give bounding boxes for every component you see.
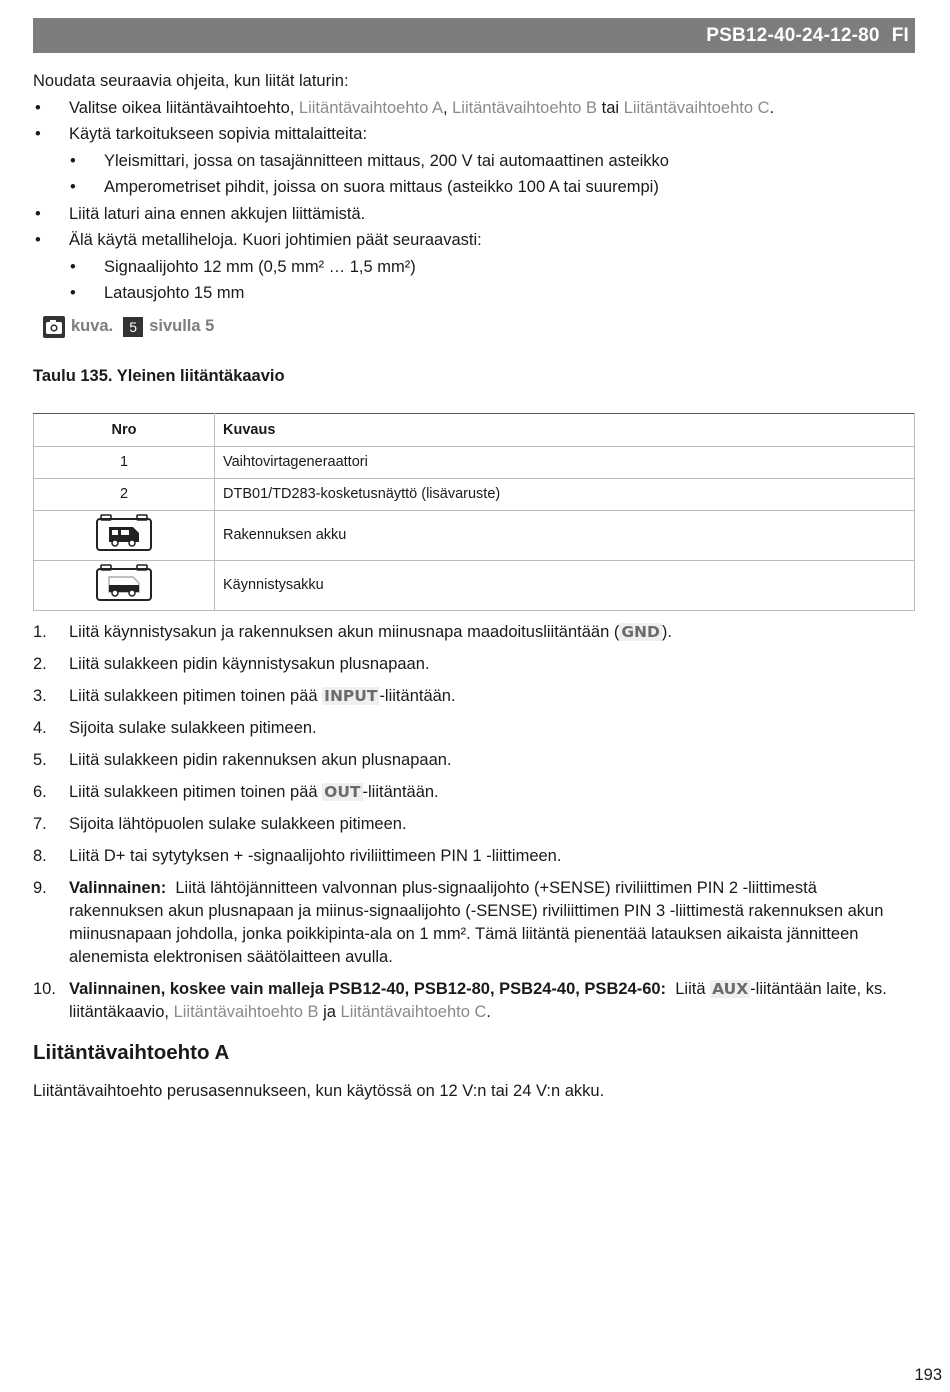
header-language: FI <box>891 24 909 46</box>
camera-icon <box>43 316 65 338</box>
figure-page: sivulla 5 <box>149 317 215 335</box>
intro-text: Noudata seuraavia ohjeita, kun liität laturin: <box>33 72 349 90</box>
bullet-connection-option: • Valitse oikea liitäntävaihtoehto, Liitäntävaihtoehto A, Liitäntävaihtoehto B tai Liitäntävaihtoehto C. <box>35 98 775 117</box>
table-row: Käynnistysakku <box>34 560 915 610</box>
list-item: 8. Liitä D+ tai sytytyksen + -signaalijohto riviliittimeen PIN 1 -liittimeen. <box>33 846 562 865</box>
list-item: 5. Liitä sulakkeen pidin rakennuksen akun plusnapaan. <box>33 750 452 769</box>
bullet-no-ferrules: • Älä käytä metalliheloja. Kuori johtimien päät seuraavasti: <box>35 231 482 249</box>
table-caption: Taulu 135. Yleinen liitäntäkaavio <box>33 366 285 385</box>
bullet-charge-wire: • Latausjohto 15 mm <box>70 284 245 302</box>
header-model: PSB12-40-24-12-80 <box>706 24 880 46</box>
list-item: 1. Liitä käynnistysakun ja rakennuksen akun miinusnapa maadoitusliitäntään ( GND ). <box>33 622 672 641</box>
header-nro: Nro <box>34 413 215 446</box>
figure-number: 5 <box>123 317 143 337</box>
bullet-measuring-devices: • Käytä tarkoitukseen sopivia mittalaitteita: <box>35 125 368 143</box>
bullet-multimeter: • Yleismittari, jossa on tasajännitteen mittaus, 200 V tai automaattinen asteikko <box>70 151 669 170</box>
house-battery-icon <box>95 514 153 552</box>
link-option-b-2[interactable]: Liitäntävaihtoehto B <box>173 1002 319 1021</box>
table-row: 1 Vaihtovirtageneraattori <box>34 446 915 478</box>
list-item: 3. Liitä sulakkeen pitimen toinen pää INPUT -liitäntään. <box>33 686 456 705</box>
section-text: Liitäntävaihtoehto perusasennukseen, kun käytössä on 12 V:n tai 24 V:n akku. <box>33 1081 605 1100</box>
list-item: 7. Sijoita lähtöpuolen sulake sulakkeen pitimeen. <box>33 814 407 833</box>
figure-reference[interactable] <box>43 313 915 341</box>
link-option-b[interactable]: Liitäntävaihtoehto B <box>452 98 598 117</box>
list-item: 6. Liitä sulakkeen pitimen toinen pää OUT -liitäntään. <box>33 782 439 801</box>
steps-list <box>33 621 915 1024</box>
page-number: 193 <box>914 1366 942 1384</box>
link-option-a[interactable]: Liitäntävaihtoehto A <box>298 98 443 117</box>
input-terminal: INPUT <box>324 686 378 705</box>
link-option-c-2[interactable]: Liitäntävaihtoehto C <box>340 1002 487 1021</box>
bullet-clamp-meter: • Amperometriset pihdit, joissa on suora mittaus (asteikko 100 A tai suurempi) <box>70 178 659 196</box>
starter-battery-icon <box>95 564 153 602</box>
gnd-terminal: GND <box>621 622 660 641</box>
figure-label: kuva. <box>71 317 114 335</box>
list-item: 10. Valinnainen, koskee vain malleja PSB12-40, PSB12-80, PSB24-40, PSB24-60: Liitä AUX -liitäntään laite, ks. liitäntäkaavio, Liitäntävaihtoehto B ja Liitäntävaihtoehto C. <box>33 979 887 1021</box>
bullet-signal-wire: • Signaalijohto 12 mm (0,5 mm² … 1,5 mm²) <box>70 257 416 276</box>
header-kuvaus: Kuvaus <box>215 413 915 446</box>
out-terminal: OUT <box>324 782 361 801</box>
aux-terminal: AUX <box>712 979 749 998</box>
list-item: 2. Liitä sulakkeen pidin käynnistysakun plusnapaan. <box>33 654 430 673</box>
table-header-row <box>34 413 915 446</box>
list-item: 4. Sijoita sulake sulakkeen pitimeen. <box>33 718 317 737</box>
section-title: Liitäntävaihtoehto A <box>33 1040 230 1064</box>
bullet-connect-charger-first: • Liitä laturi aina ennen akkujen liittämistä. <box>35 204 366 223</box>
page-header <box>33 18 915 53</box>
connection-table <box>33 413 915 611</box>
table-row: 2 DTB01/TD283-kosketusnäyttö (lisävaruste) <box>34 478 915 510</box>
table-row: Rakennuksen akku <box>34 510 915 560</box>
page-content <box>33 68 915 1104</box>
list-item: 9. Valinnainen: Liitä lähtöjännitteen valvonnan plus-signaalijohto (+SENSE) riviliittimen PIN 2 -liittimestä rakennuksen akun plusnapaan ja miinus-signaalijohto (-SENSE) riviliittimen PIN 3 -liittimestä rakennuksen akun miinusnapaan johdolla, jonka poikkipinta-ala on 1 mm². Tämä liitäntä pienentää latauksen aikaista jännitteen alenemista elektronisen säätölaitteen avulla. <box>33 878 884 966</box>
link-option-c[interactable]: Liitäntävaihtoehto C <box>623 98 770 117</box>
